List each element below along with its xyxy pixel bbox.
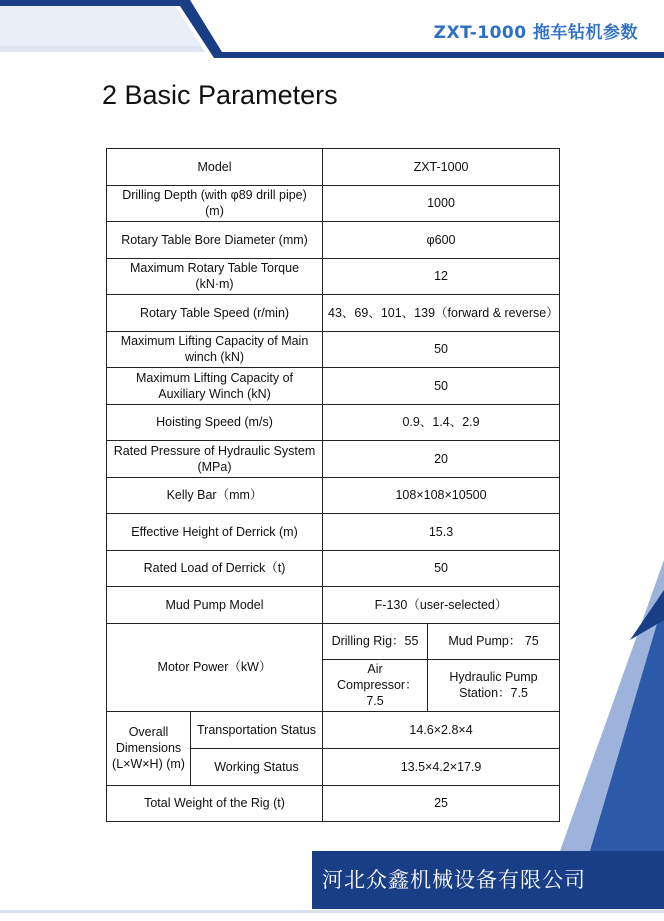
motor-power-label: Motor Power（kW） xyxy=(107,623,323,711)
drilling-rig-power: Drilling Rig：55 xyxy=(323,623,428,659)
bottom-rule xyxy=(0,910,664,913)
air-compressor-power: Air Compressor：7.5 xyxy=(323,659,428,711)
param-value: ZXT-1000 xyxy=(323,149,560,186)
page-title: 2 Basic Parameters xyxy=(102,80,338,110)
table-row xyxy=(107,404,560,441)
table-row xyxy=(107,514,560,551)
param-label: Maximum Lifting Capacity of Main winch (kN) xyxy=(107,331,323,368)
param-label: Hoisting Speed (m/s) xyxy=(107,404,323,441)
table-row xyxy=(107,785,560,822)
header-title: ZXT-1000 拖车钻机参数 xyxy=(433,23,638,43)
param-value: 25 xyxy=(323,785,560,822)
param-label: Drilling Depth (with φ89 drill pipe) (m) xyxy=(107,185,323,222)
param-value: 108×108×10500 xyxy=(323,477,560,514)
table-row-motor-power xyxy=(107,623,560,659)
param-value: F-130（user-selected） xyxy=(323,587,560,624)
working-status-label: Working Status xyxy=(191,748,323,785)
param-label: Model xyxy=(107,149,323,186)
param-value: 15.3 xyxy=(323,514,560,551)
param-label: Effective Height of Derrick (m) xyxy=(107,514,323,551)
param-label: Rotary Table Bore Diameter (mm) xyxy=(107,222,323,259)
transport-status-value: 14.6×2.8×4 xyxy=(323,711,560,748)
table-row xyxy=(107,441,560,478)
param-label: Rotary Table Speed (r/min) xyxy=(107,295,323,332)
working-status-value: 13.5×4.2×17.9 xyxy=(323,748,560,785)
table-row xyxy=(107,222,560,259)
table-row-dimensions-transport xyxy=(107,711,560,748)
param-value: 50 xyxy=(323,550,560,587)
param-value: 50 xyxy=(323,331,560,368)
table-row xyxy=(107,185,560,222)
table-row xyxy=(107,149,560,186)
hydraulic-pump-power: Hydraulic Pump Station：7.5 xyxy=(428,659,560,711)
company-name: 河北众鑫机械设备有限公司 xyxy=(322,868,586,892)
table-row xyxy=(107,295,560,332)
param-label: Mud Pump Model xyxy=(107,587,323,624)
param-value: 1000 xyxy=(323,185,560,222)
table-row xyxy=(107,587,560,624)
param-value: φ600 xyxy=(323,222,560,259)
parameters-table xyxy=(106,148,560,822)
overall-dimensions-label: Overall Dimensions (L×W×H) (m) xyxy=(107,711,191,785)
table-row xyxy=(107,477,560,514)
table-row xyxy=(107,258,560,295)
mud-pump-power: Mud Pump： 75 xyxy=(428,623,560,659)
param-value: 43、69、101、139（forward & reverse） xyxy=(323,295,560,332)
table-row xyxy=(107,368,560,405)
param-label: Total Weight of the Rig (t) xyxy=(107,785,323,822)
param-value: 12 xyxy=(323,258,560,295)
param-label: Rated Load of Derrick（t) xyxy=(107,550,323,587)
table-row xyxy=(107,550,560,587)
param-value: 50 xyxy=(323,368,560,405)
param-label: Maximum Lifting Capacity of Auxiliary Winch (kN) xyxy=(107,368,323,405)
param-label: Kelly Bar（mm） xyxy=(107,477,323,514)
transport-status-label: Transportation Status xyxy=(191,711,323,748)
table-row xyxy=(107,331,560,368)
param-label: Maximum Rotary Table Torque (kN·m) xyxy=(107,258,323,295)
param-value: 0.9、1.4、2.9 xyxy=(323,404,560,441)
param-value: 20 xyxy=(323,441,560,478)
param-label: Rated Pressure of Hydraulic System (MPa) xyxy=(107,441,323,478)
